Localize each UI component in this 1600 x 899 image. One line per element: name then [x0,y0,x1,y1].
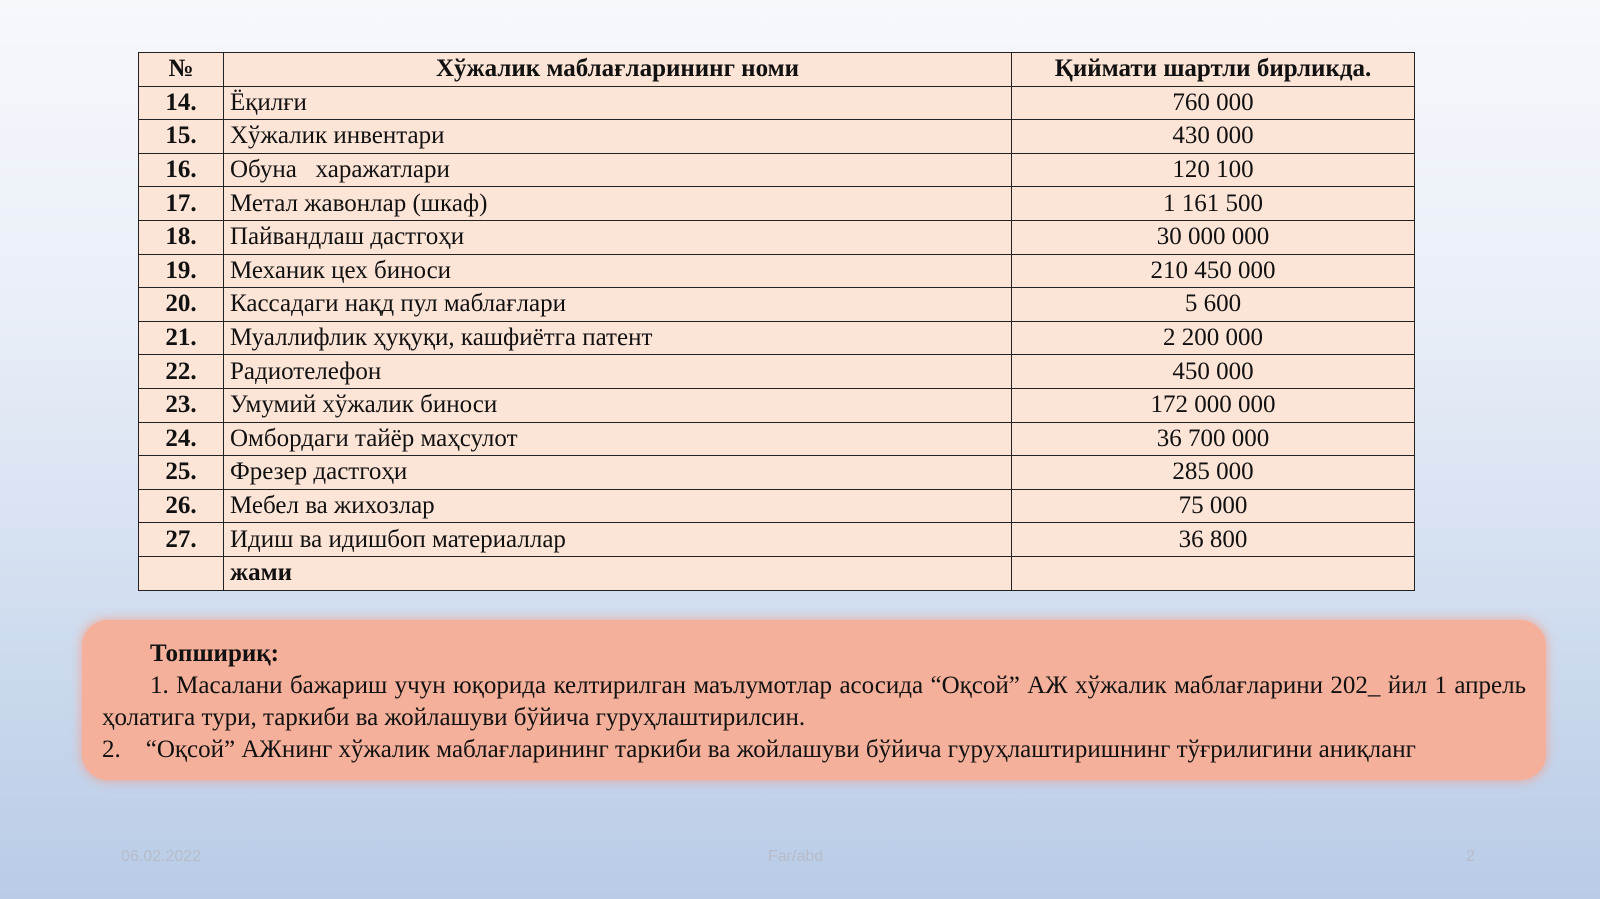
table-row [139,523,1415,557]
table-row [139,120,1415,154]
row-number: 19. [139,254,224,288]
task-item-2: 2. “Оқсой” АЖнинг хўжалик маблағларининг таркиби ва жойлашуви бўйича гуруҳлаштиришнинг тўғрилигини аниқланг [102,736,1416,763]
row-number: 15. [139,120,224,154]
row-value: 120 100 [1012,153,1415,187]
total-number-cell [139,556,224,590]
task-item-1: 1. Масалани бажариш учун юқорида келтирилган маълумотлар асосида “Оқсой” АЖ хўжалик маблағларини 202_ йил 1 апрель ҳолатига тури, таркиби ва жойлашуви бўйича гуруҳлаштирилсин. [102,672,1526,731]
row-asset-name: Кассадаги нақд пул маблағлари [224,288,1012,322]
row-asset-name: Пайвандлаш дастгоҳи [224,220,1012,254]
table-row [139,388,1415,422]
footer-page-number: 2 [1466,848,1475,865]
row-asset-name: Муаллифлик ҳуқуқи, кашфиётга патент [224,321,1012,355]
total-label: жами [224,556,1012,590]
row-asset-name: Ёқилғи [224,86,1012,120]
assets-table [138,52,1415,591]
row-number: 27. [139,523,224,557]
table-total-row [139,556,1415,590]
row-asset-name: Мебел ва жихозлар [224,489,1012,523]
footer-author: Far/abd [768,848,824,865]
table-row [139,355,1415,389]
row-value: 75 000 [1012,489,1415,523]
table-row [139,254,1415,288]
row-value: 30 000 000 [1012,220,1415,254]
row-value: 5 600 [1012,288,1415,322]
row-number: 26. [139,489,224,523]
row-asset-name: Идиш ва идишбоп материаллар [224,523,1012,557]
row-value: 210 450 000 [1012,254,1415,288]
table-header-row [139,53,1415,87]
table-row [139,153,1415,187]
row-asset-name: Метал жавонлар (шкаф) [224,187,1012,221]
row-value: 760 000 [1012,86,1415,120]
table-row [139,86,1415,120]
row-value: 285 000 [1012,456,1415,490]
table-row [139,422,1415,456]
row-value: 1 161 500 [1012,187,1415,221]
row-asset-name: Омбордаги тайёр маҳсулот [224,422,1012,456]
row-asset-name: Хўжалик инвентари [224,120,1012,154]
row-asset-name: Умумий хўжалик биноси [224,388,1012,422]
row-number: 16. [139,153,224,187]
task-box [82,620,1546,780]
footer-date: 06.02.2022 [121,848,202,865]
header-number: № [139,53,224,87]
row-value: 430 000 [1012,120,1415,154]
header-value: Қиймати шартли бирликда. [1012,53,1415,87]
row-asset-name: Обуна харажатлари [224,153,1012,187]
row-value: 172 000 000 [1012,388,1415,422]
total-value-cell [1012,556,1415,590]
row-value: 36 800 [1012,523,1415,557]
row-number: 14. [139,86,224,120]
table-row [139,489,1415,523]
task-title: Топшириқ: [150,640,280,667]
row-number: 17. [139,187,224,221]
row-number: 22. [139,355,224,389]
row-number: 23. [139,388,224,422]
header-asset-name: Хўжалик маблағларининг номи [224,53,1012,87]
row-number: 25. [139,456,224,490]
table-row [139,456,1415,490]
table-row [139,220,1415,254]
row-number: 18. [139,220,224,254]
row-number: 24. [139,422,224,456]
table-row [139,288,1415,322]
row-number: 20. [139,288,224,322]
row-asset-name: Радиотелефон [224,355,1012,389]
row-asset-name: Фрезер дастгоҳи [224,456,1012,490]
row-asset-name: Механик цех биноси [224,254,1012,288]
row-value: 36 700 000 [1012,422,1415,456]
row-value: 450 000 [1012,355,1415,389]
row-value: 2 200 000 [1012,321,1415,355]
row-number: 21. [139,321,224,355]
table-row [139,321,1415,355]
table-row [139,187,1415,221]
